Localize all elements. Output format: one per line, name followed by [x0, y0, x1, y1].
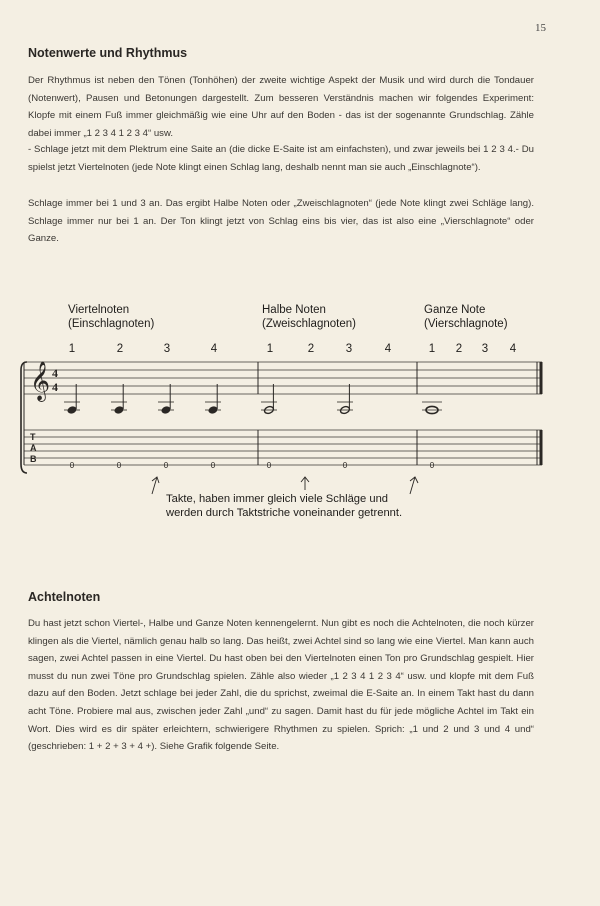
beat-number: 2 [116, 343, 124, 355]
group-label-line1: Ganze Note [424, 304, 486, 316]
tab-fret-number: 0 [69, 461, 75, 470]
paragraph-halbe-ganze: Schlage immer bei 1 und 3 an. Das ergibt Halbe Noten oder „Zweischlagnoten“ (jede Note klingt zwei Schläge lang). Schlage immer nur bei 1 an. Der Ton klingt jetzt von Schlag eins bis vier, das ist also eine „Vierschlagnote“ oder Ganze. [28, 198, 534, 245]
beat-number: 4 [210, 343, 218, 355]
tab-fret-number: 0 [116, 461, 122, 470]
treble-clef-icon: 𝄞 [30, 361, 51, 401]
group-label-line2: (Zweischlagnoten) [262, 318, 356, 330]
arrow-icon [410, 477, 418, 494]
tab-label-a: A [30, 443, 37, 453]
quarter-note [205, 384, 221, 415]
tab-staff [24, 430, 542, 465]
beat-number: 1 [266, 343, 274, 355]
caption-line2: werden durch Taktstriche voneinander getrennt. [166, 507, 403, 519]
final-barline-thick [540, 362, 543, 394]
beat-number: 2 [455, 343, 463, 355]
section-heading-rhythmus: Notenwerte und Rhythmus [28, 46, 188, 60]
half-note [337, 384, 353, 415]
group-label-line1: Halbe Noten [262, 304, 326, 316]
beat-number: 3 [163, 343, 171, 355]
quarter-note [64, 384, 80, 415]
tab-fret-number: 0 [163, 461, 169, 470]
whole-note [422, 402, 442, 414]
tab-label-b: B [30, 454, 37, 464]
tab-fret-number: 0 [429, 461, 435, 470]
quarter-note [158, 384, 174, 415]
section-heading-achtelnoten: Achtelnoten [28, 590, 101, 604]
tab-fret-number: 0 [210, 461, 216, 470]
group-label-line2: (Einschlagnoten) [68, 318, 155, 330]
final-barline [540, 362, 543, 465]
caption-line1: Takte, haben immer gleich viele Schläge und [166, 493, 389, 505]
beat-number: 1 [428, 343, 436, 355]
time-signature-bottom: 4 [52, 380, 58, 394]
tab-fret-number: 0 [266, 461, 272, 470]
paragraph-rhythmus-intro: Der Rhythmus ist neben den Tönen (Tonhöhen) der zweite wichtige Aspekt der Musik und wird durch die Tondauer (Notenwert), Pausen und Betonungen dargestellt. Zum besseren Verständnis machen wir folgendes Experiment: Klopfe mit einem Fuß immer gleichmäßig wie eine Uhr auf den Boden - das ist der sogenannte Grundschlag. Zähle dabei immer „1 2 3 4 1 2 3 4“ usw. [28, 75, 534, 139]
beat-number: 3 [345, 343, 353, 355]
group-label-line2: (Vierschlagnote) [424, 318, 508, 330]
beat-number: 2 [307, 343, 315, 355]
beat-number: 1 [68, 343, 76, 355]
group-label-line1: Viertelnoten [68, 304, 130, 316]
arrow-icon [301, 477, 309, 490]
quarter-note [111, 384, 127, 415]
tab-fret-number: 0 [342, 461, 348, 470]
beat-number: 3 [481, 343, 489, 355]
beat-number: 4 [384, 343, 392, 355]
final-barline-thick [540, 430, 543, 465]
half-note [261, 384, 277, 415]
paragraph-achtelnoten: Du hast jetzt schon Viertel-, Halbe und Ganze Noten kennengelernt. Nun gibt es noch die Achtelnoten, die noch kürzer klingen als die Viertel, nämlich genau halb so lang. Das heißt, zwei Achtel sind so lang wie eine Viertel. Man kann auch sagen, zwei Achtel passen in eine Viertel. Du hast oben bei den Viertelnoten einen Ton pro Grundschlag gespielt. Hier musst du nun zwei Töne pro Grundschlag spielen. Zähle also wieder „1 2 3 4 1 2 3 4“ usw. und klopfe mit dem Fuß dazu auf den Boden. Jetzt schlage bei jeder Zahl, die du sprichst, zweimal die E-Saite an. In einem Takt hast du dann acht Töne. Probiere mal aus, zwischen jeder Zahl „und“ zu sagen. Damit hast du für jede mögliche Achtel im Takt ein Wort. Dies wird es dir später erleichtern, schwierigere Rhythmen zu spielen. Sprich: „1 und 2 und 3 und 4 und“ (geschrieben: 1 + 2 + 3 + 4 +). Siehe Grafik folgende Seite. [28, 618, 534, 753]
tab-label-t: T [30, 432, 36, 442]
standard-staff [24, 362, 542, 394]
time-signature-top: 4 [52, 366, 58, 380]
barlines [24, 362, 537, 465]
paragraph-viertelnoten: - Schlage jetzt mit dem Plektrum eine Saite an (die dicke E-Saite ist am einfachsten), und zwar jeweils bei 1 2 3 4.- Du spielst jetzt Viertelnoten (jede Note klingt einen Schlag lang, deshalb nennt man sie auch „Einschlagnote“). [28, 144, 534, 173]
page-number: 15 [535, 22, 546, 34]
arrow-icon [152, 477, 159, 494]
figure-caption [166, 492, 402, 520]
beat-number: 4 [509, 343, 517, 355]
